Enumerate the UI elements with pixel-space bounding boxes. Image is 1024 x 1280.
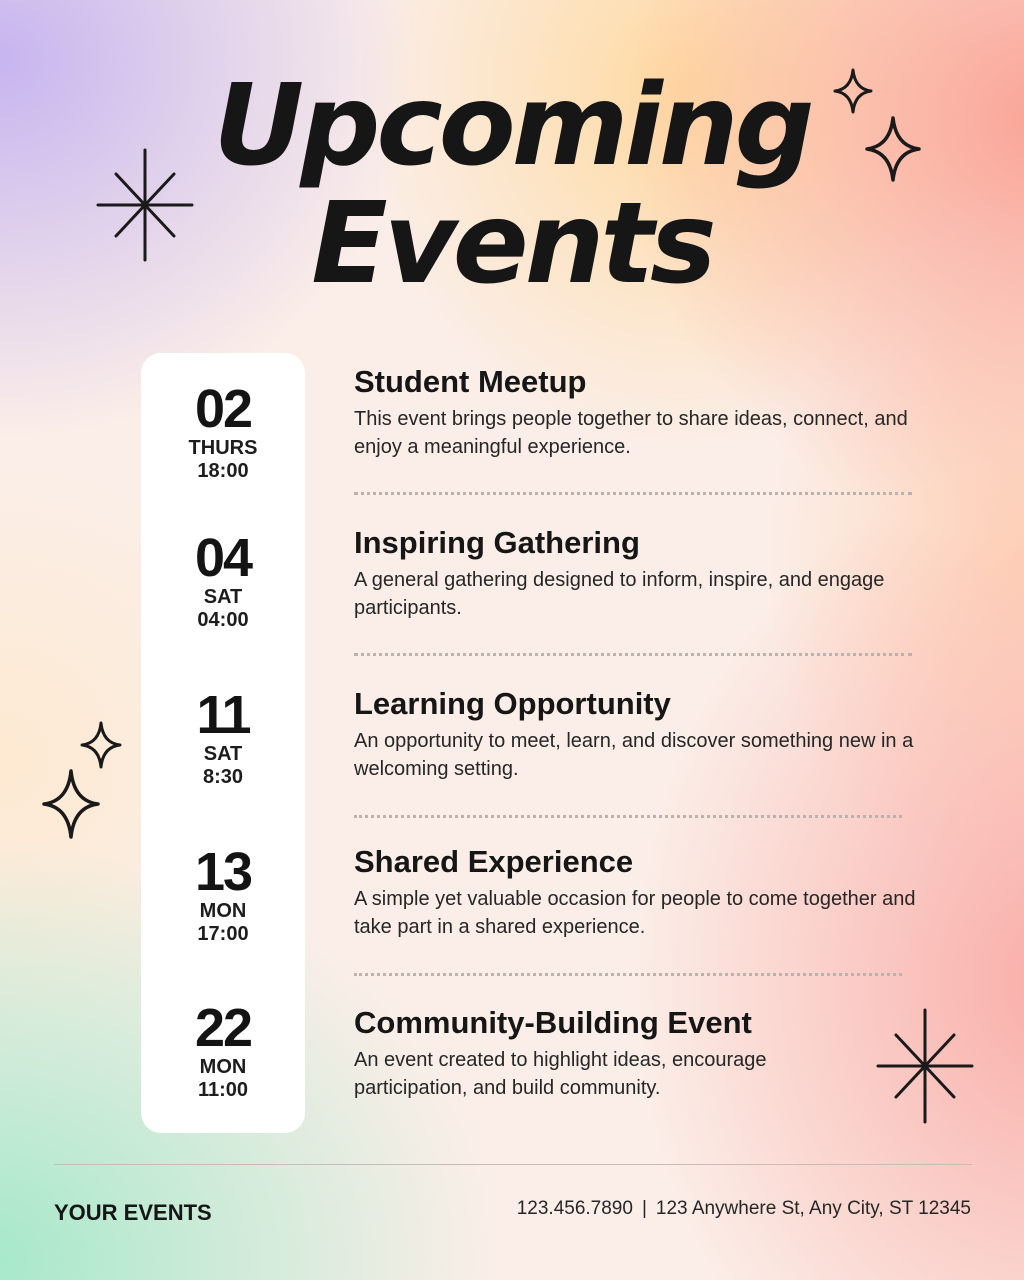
sparkle-icon <box>833 68 873 114</box>
event-item-5 <box>354 1005 934 1102</box>
event-day: 13 <box>194 842 252 902</box>
event-name: Community-Building Event <box>354 1005 752 1040</box>
event-description: A simple yet valuable occasion for people to come together and take part in a shared experience. <box>354 888 916 938</box>
event-day: 11 <box>196 685 250 745</box>
event-date-5 <box>141 1000 305 1102</box>
dotted-separator <box>354 973 902 976</box>
dotted-separator <box>354 492 912 495</box>
event-time: 11:00 <box>197 1079 249 1101</box>
event-name: Inspiring Gathering <box>354 525 640 560</box>
event-name: Learning Opportunity <box>354 686 671 721</box>
event-item-2 <box>354 525 934 622</box>
sparkle-icon <box>865 116 921 182</box>
footer-contact <box>517 1198 971 1220</box>
dotted-separator <box>354 815 902 818</box>
event-weekday: SAT <box>203 743 243 765</box>
event-date-4 <box>141 844 305 946</box>
page-title-line-1: Upcoming <box>213 61 811 191</box>
event-description: A general gathering designed to inform, inspire, and engage participants. <box>354 569 885 619</box>
event-date-2 <box>141 530 305 632</box>
footer-phone: 123.456.7890 <box>516 1198 633 1219</box>
footer-divider-glyph: | <box>641 1198 647 1219</box>
sparkle-icon <box>42 769 100 839</box>
starburst-icon <box>96 148 194 262</box>
dotted-separator <box>354 653 912 656</box>
event-item-1 <box>354 364 934 461</box>
event-day: 22 <box>194 998 252 1058</box>
date-card <box>141 353 305 1133</box>
event-item-3 <box>354 686 934 783</box>
event-date-1 <box>141 381 305 483</box>
event-name: Shared Experience <box>354 844 634 879</box>
event-item-4 <box>354 844 934 941</box>
event-description: An event created to highlight ideas, encourage participation, and build community. <box>354 1049 767 1099</box>
event-weekday: MON <box>199 1056 247 1078</box>
event-description: This event brings people together to share ideas, connect, and enjoy a meaningful experience. <box>354 408 908 458</box>
page-title-line-2: Events <box>311 179 713 309</box>
event-date-3 <box>141 687 305 789</box>
footer-brand: YOUR EVENTS <box>54 1200 212 1225</box>
footer-address: 123 Anywhere St, Any City, ST 12345 <box>655 1198 971 1219</box>
event-description: An opportunity to meet, learn, and discover something new in a welcoming setting. <box>354 730 914 780</box>
event-time: 04:00 <box>197 609 249 631</box>
event-weekday: SAT <box>203 586 243 608</box>
event-name: Student Meetup <box>354 364 587 399</box>
event-weekday: THURS <box>188 437 258 459</box>
event-time: 8:30 <box>202 766 244 788</box>
event-weekday: MON <box>199 900 247 922</box>
event-day: 02 <box>194 379 252 439</box>
sparkle-icon <box>80 721 122 769</box>
event-time: 18:00 <box>197 460 249 482</box>
footer-divider <box>54 1164 972 1165</box>
event-day: 04 <box>194 528 252 588</box>
event-time: 17:00 <box>197 923 249 945</box>
